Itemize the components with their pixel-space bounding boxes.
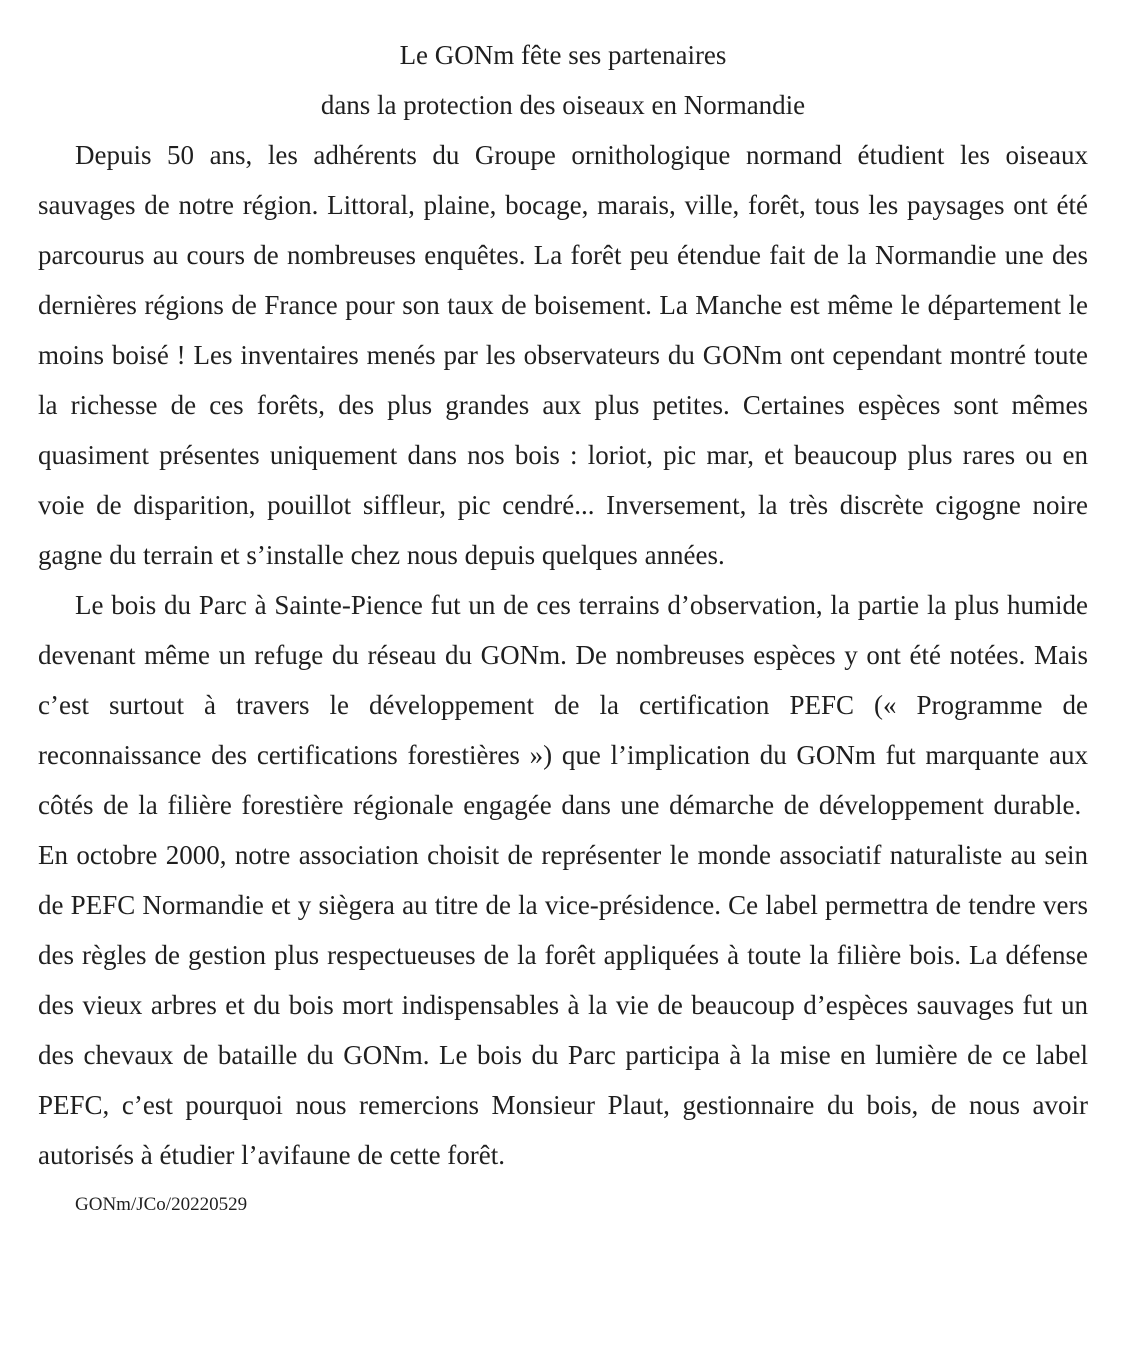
paragraph-2: Le bois du Parc à Sainte-Pience fut un de ces terrains d’observation, la partie la plus humide devenant même un refuge du réseau du GONm. De nombreuses espèces y ont été notées. Mais c’est surtout à travers le développement de la certification PEFC (« Programme de reconnaissance des certifications forestières ») que l’implication du GONm fut marquante aux côtés de la filière forestière régionale engagée dans une démarche de développement durable. En octobre 2000, notre association choisit de représenter le monde associatif naturaliste au sein de PEFC Normandie et y siègera au titre de la vice-présidence. Ce label permettra de tendre vers des règles de gestion plus respectueuses de la forêt appliquées à toute la filière bois. La défense des vieux arbres et du bois mort indispensables à la vie de beaucoup d’espèces sauvages fut un des chevaux de bataille du GONm. Le bois du Parc participa à la mise en lumière de ce label PEFC, c’est pourquoi nous remercions Monsieur Plaut, gestionnaire du bois, de nous avoir autorisés à étudier l’avifaune de cette forêt.: [38, 590, 1088, 1170]
title-line-2: dans la protection des oiseaux en Normandie: [320, 90, 806, 120]
document-reference: GONm/JCo/20220529: [75, 1194, 248, 1215]
title-line-1: Le GONm fête ses partenaires: [399, 40, 727, 70]
paragraph-1: Depuis 50 ans, les adhérents du Groupe ornithologique normand étudient les oiseaux sauvages de notre région. Littoral, plaine, bocage, marais, ville, forêt, tous les paysages ont été parcourus au cours de nombreuses enquêtes. La forêt peu étendue fait de la Normandie une des dernières régions de France pour son taux de boisement. La Manche est même le département le moins boisé ! Les inventaires menés par les observateurs du GONm ont cependant montré toute la richesse de ces forêts, des plus grandes aux plus petites. Certaines espèces sont mêmes quasiment présentes uniquement dans nos bois : loriot, pic mar, et beaucoup plus rares ou en voie de disparition, pouillot siffleur, pic cendré... Inversement, la très discrète cigogne noire gagne du terrain et s’installe chez nous depuis quelques années.: [38, 140, 1088, 570]
document-title: [38, 30, 1088, 130]
